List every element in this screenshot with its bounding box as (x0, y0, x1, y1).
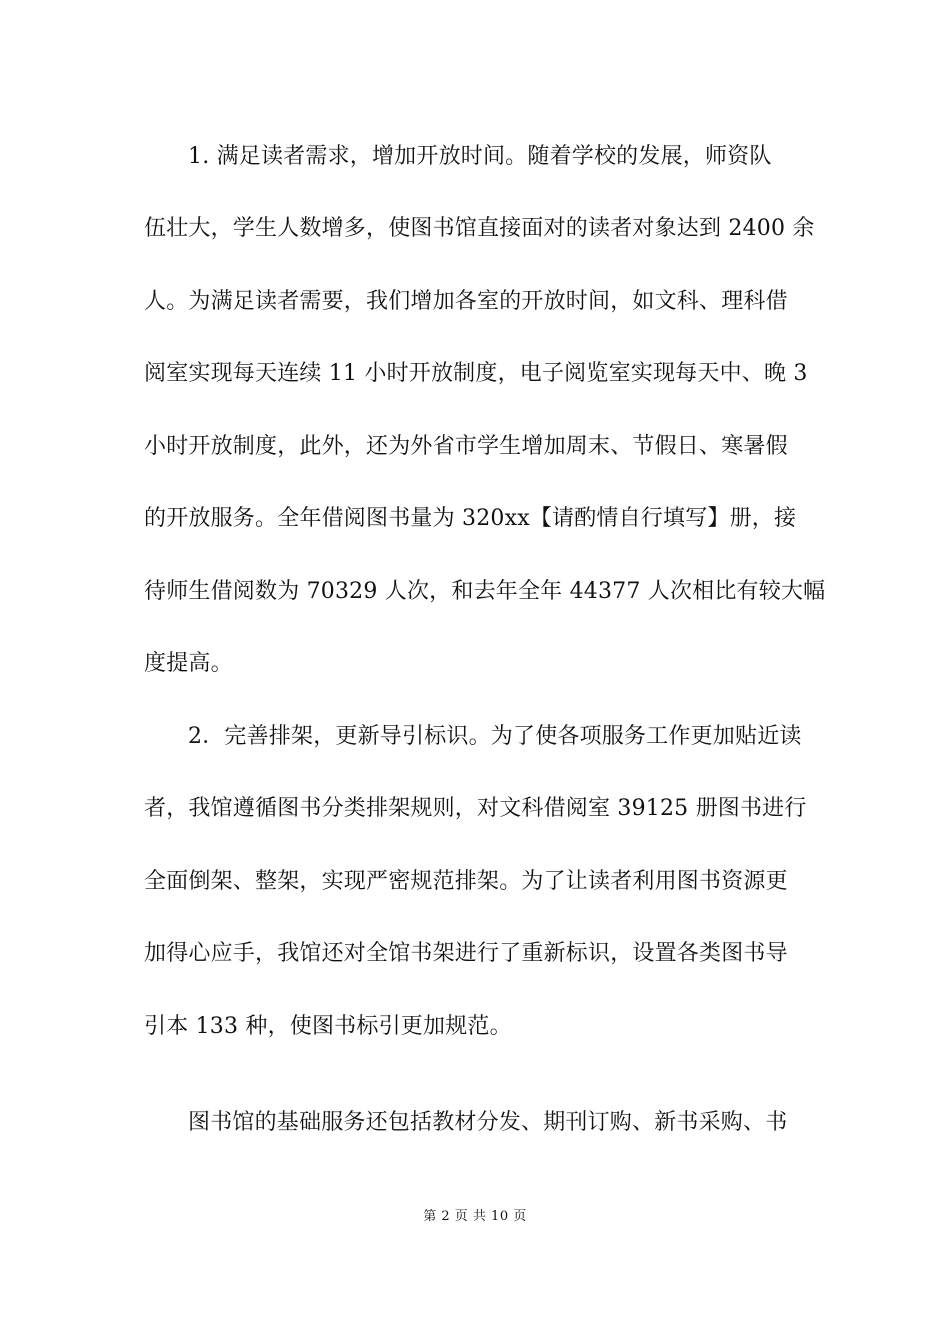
paragraph-1-line-2: 伍壮大，学生人数增多，使图书馆直接面对的读者对象达到 2400 余 (144, 216, 815, 241)
paragraph-1-line-8: 度提高。 (144, 651, 233, 676)
page-footer-label: 第 2 页 共 10 页 (423, 1209, 527, 1224)
paragraph-2-line-5: 引本 133 种，使图书标引更加规范。 (144, 1014, 512, 1039)
paragraph-2-line-3: 全面倒架、整架，实现严密规范排架。为了让读者利用图书资源更 (144, 869, 788, 894)
paragraph-1-line-7: 待师生借阅数为 70329 人次，和去年全年 44377 人次相比有较大幅 (144, 579, 826, 604)
paragraph-1-line-5: 小时开放制度，此外，还为外省市学生增加周末、节假日、寒暑假 (144, 434, 788, 459)
paragraph-3-line-1: 图书馆的基础服务还包括教材分发、期刊订购、新书采购、书 (188, 1110, 788, 1135)
paragraph-2-line-4: 加得心应手，我馆还对全馆书架进行了重新标识，设置各类图书导 (144, 941, 788, 966)
paragraph-1-line-1: 1. 满足读者需求，增加开放时间。随着学校的发展，师资队 (188, 144, 772, 169)
paragraph-2-line-1: 2．完善排架，更新导引标识。为了使各项服务工作更加贴近读 (188, 724, 802, 749)
paragraph-1-line-3: 人。为满足读者需要，我们增加各室的开放时间，如文科、理科借 (144, 289, 788, 314)
paragraph-1-line-6: 的开放服务。全年借阅图书量为 320xx【请酌情自行填写】册，接 (144, 506, 797, 531)
paragraph-2-line-2: 者，我馆遵循图书分类排架规则，对文科借阅室 39125 册图书进行 (144, 796, 807, 821)
paragraph-1-line-4: 阅室实现每天连续 11 小时开放制度，电子阅览室实现每天中、晚 3 (144, 361, 808, 386)
